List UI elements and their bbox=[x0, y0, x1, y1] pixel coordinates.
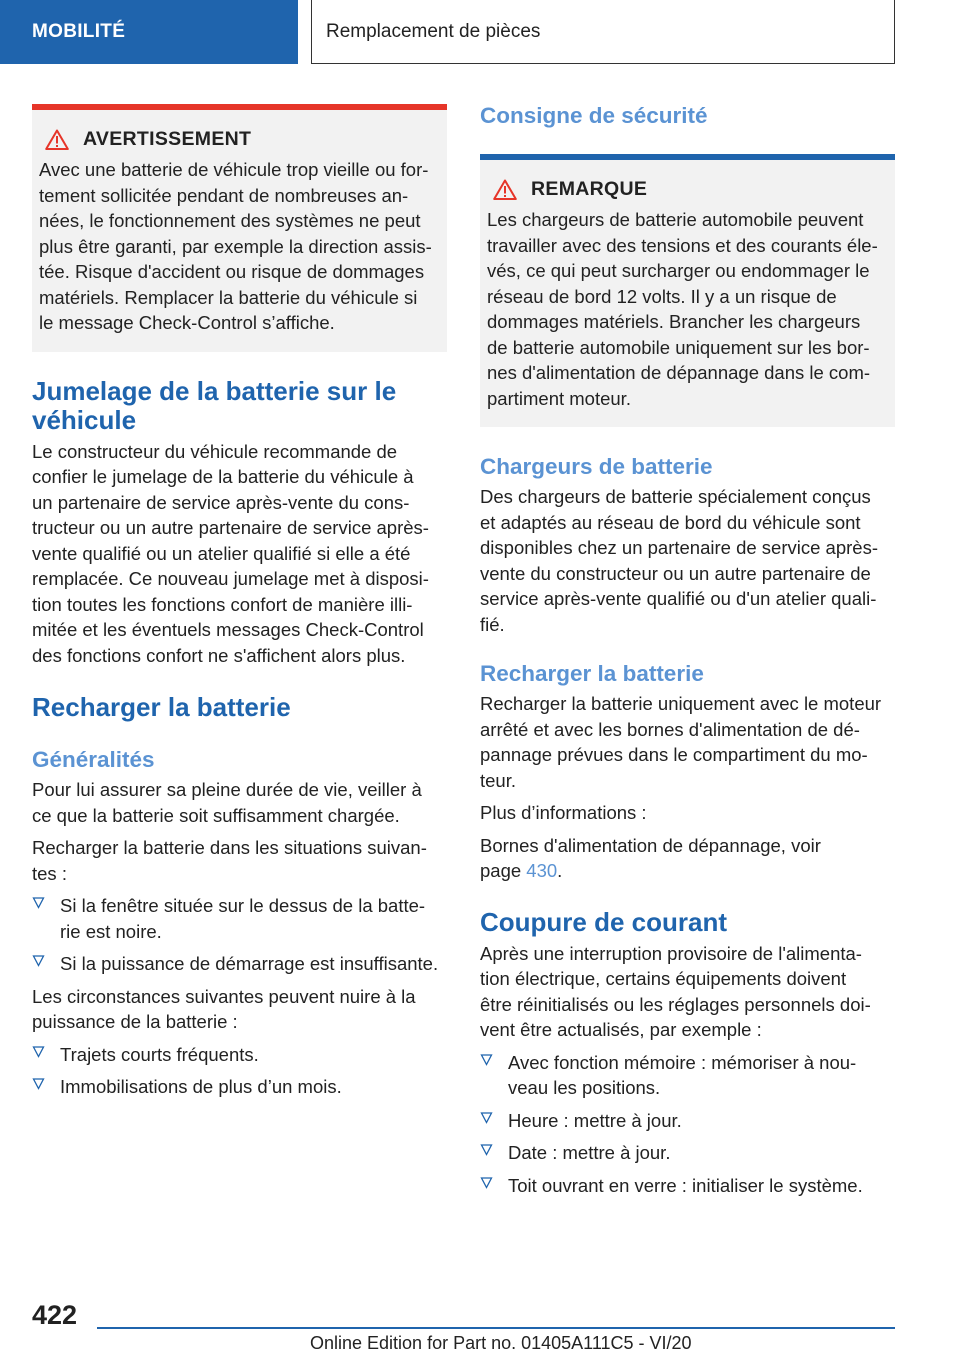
general-paragraph-2: Recharger la batterie dans les situations suivan- tes : bbox=[32, 837, 427, 884]
bullet-triangle-icon bbox=[480, 1176, 493, 1189]
warning-text: Avec une batterie de véhicule trop vieille ou for- tement sollicitée pendant de nombreuses an- nées, le fonctionnement des systèmes ne peut plus être garanti, par exemple la direction assis- tée. Risque d'accident ou risque de dommages matériels. Remplacer la batterie du véhicule si le message Check-Control s’affiche. bbox=[39, 159, 432, 333]
bullet-triangle-icon bbox=[32, 954, 45, 967]
left-column bbox=[32, 104, 447, 1100]
note-text: Les chargeurs de batterie automobile peuvent travailler avec des tensions et des courants éle- vés, ce qui peut surcharger ou endommager le réseau de bord 12 volts. Il y a un risque de dommages matériels. Brancher les chargeurs de batterie automobile uniquement sur les bor- nes d'alimentation de dépannage dans le com- partiment moteur. bbox=[487, 209, 878, 409]
list-item: Trajets courts fréquents. bbox=[32, 1042, 447, 1068]
circumstances-list bbox=[32, 1042, 447, 1100]
more-info-label: Plus d’informations : bbox=[480, 802, 647, 823]
footer-edition: Online Edition for Part no. 01405A111C5 - VI/20 bbox=[310, 1333, 692, 1353]
recharge-right-paragraph: Recharger la batterie uniquement avec le moteur arrêté et avec les bornes d'alimentation de dé- pannage prévues dans le compartiment du mo- teur. bbox=[480, 693, 882, 791]
list-item: Heure : mettre à jour. bbox=[480, 1108, 895, 1134]
note-heading bbox=[487, 178, 887, 201]
power-cut-heading: Coupure de courant bbox=[480, 906, 728, 937]
list-item: Toit ouvrant en verre : initialiser le système. bbox=[480, 1173, 895, 1199]
note-title: REMARQUE bbox=[531, 178, 648, 200]
list-item: Date : mettre à jour. bbox=[480, 1140, 895, 1166]
list-item: Immobilisations de plus d’un mois. bbox=[32, 1074, 447, 1100]
header-section-tab: MOBILITÉ bbox=[0, 0, 298, 64]
recharge-right-heading: Recharger la batterie bbox=[480, 661, 704, 686]
general-paragraph-3: Les circonstances suivantes peuvent nuire à la puissance de la batterie : bbox=[32, 985, 416, 1032]
warning-triangle-icon bbox=[45, 129, 69, 150]
bullet-triangle-icon bbox=[480, 1111, 493, 1124]
note-box bbox=[480, 154, 895, 427]
list-item: Si la fenêtre située sur le dessus de la batte- rie est noire. bbox=[32, 893, 447, 944]
list-item: Si la puissance de démarrage est insuffisante. bbox=[32, 951, 447, 977]
right-column bbox=[480, 102, 895, 1198]
header-chapter-title: Remplacement de pièces bbox=[311, 0, 895, 64]
bullet-triangle-icon bbox=[32, 1045, 45, 1058]
chargers-paragraph: Des chargeurs de batterie spécialement conçus et adaptés au réseau de bord du véhicule sont disponibles chez un partenaire de service après- vente du constructeur ou un autre partenaire de service après-vente qualifié ou d'un atelier quali- fié. bbox=[480, 486, 878, 635]
page-number: 422 bbox=[32, 1300, 78, 1330]
bullet-triangle-icon bbox=[32, 896, 45, 909]
pairing-heading: Jumelage de la batterie sur le véhicule bbox=[32, 375, 397, 435]
warning-heading bbox=[39, 128, 439, 151]
chargers-heading: Chargeurs de batterie bbox=[480, 454, 713, 479]
bullet-triangle-icon bbox=[32, 1077, 45, 1090]
situations-list bbox=[32, 893, 447, 977]
general-subheading: Généralités bbox=[32, 747, 155, 772]
safety-heading: Consigne de sécurité bbox=[480, 103, 708, 128]
warning-triangle-icon bbox=[493, 179, 517, 200]
power-cut-paragraph: Après une interruption provisoire de l'alimenta- tion électrique, certains équipements doivent être réinitialisés ou les réglages personnels doi- vent être actualisés, par exemple : bbox=[480, 942, 871, 1040]
bullet-triangle-icon bbox=[480, 1143, 493, 1156]
recharge-heading: Recharger la batterie bbox=[32, 692, 291, 722]
warning-title: AVERTISSEMENT bbox=[83, 128, 252, 150]
list-item: Avec fonction mémoire : mémoriser à nou- veau les positions. bbox=[480, 1050, 895, 1101]
footer-divider bbox=[97, 1327, 895, 1329]
general-paragraph-1: Pour lui assurer sa pleine durée de vie, veiller à ce que la batterie soit suffisamment chargée. bbox=[32, 779, 422, 826]
page-reference: Bornes d'alimentation de dépannage, voir page 430. bbox=[480, 834, 821, 881]
bullet-triangle-icon bbox=[480, 1053, 493, 1066]
pairing-paragraph: Le constructeur du véhicule recommande de confier le jumelage de la batterie du véhicule à un partenaire de service après-vente du cons- tructeur ou un autre partenaire de service après- vente qualifié ou un atelier qualifié si elle a été remplacée. Ce nouveau jumelage met à disposi- tion toutes les fonctions confort de manière illi- mitée et les éventuels messages Check-Control des fonctions confort ne s'affichent alors plus. bbox=[32, 440, 429, 666]
page-430-link[interactable]: 430 bbox=[526, 860, 558, 881]
power-cut-list bbox=[480, 1050, 895, 1199]
warning-box bbox=[32, 104, 447, 352]
